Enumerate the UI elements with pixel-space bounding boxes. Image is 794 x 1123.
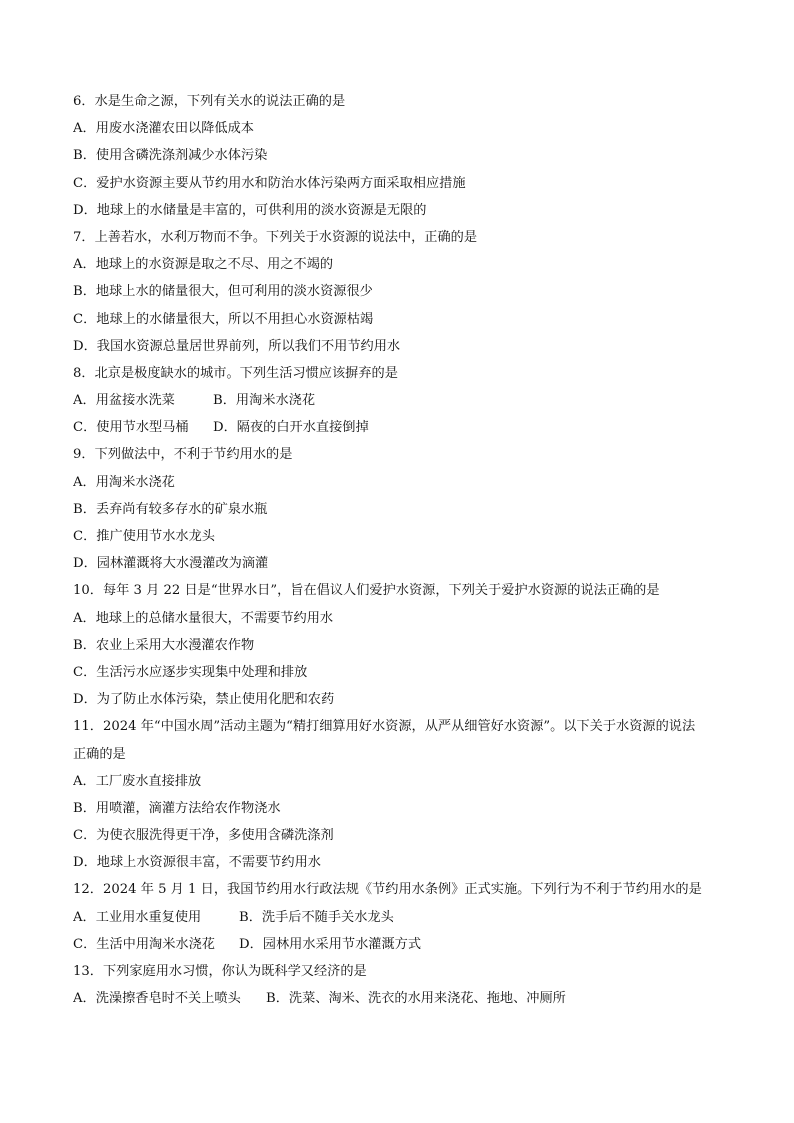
question-8-options-row-2 [73, 418, 733, 445]
question-13-option-a: A．洗澡擦香皂时不关上喷头 [73, 991, 241, 1007]
question-7-option-a: A．地球上的水资源是取之不尽、用之不竭的 [73, 257, 334, 273]
question-12-options-row-2 [73, 935, 733, 962]
question-12-option-d: D．园林用水采用节水灌溉方式 [239, 936, 422, 952]
question-9-option-b: B．丢弃尚有较多存水的矿泉水瓶 [73, 501, 268, 517]
question-12-option-c: C．生活中用淘米水浇花 [73, 936, 215, 952]
question-6-option-d: D．地球上的水储量是丰富的，可供利用的淡水资源是无限的 [73, 202, 427, 218]
question-13-stem: 13．下列家庭用水习惯，你认为既科学又经济的是 [73, 964, 367, 979]
question-12-option-b: B．洗手后不随手关水龙头 [239, 909, 394, 925]
question-6-option-a: A．用废水浇灌农田以降低成本 [73, 121, 254, 137]
question-6-option-c: C．爱护水资源主要从节约用水和防治水体污染两方面采取相应措施 [73, 175, 466, 191]
question-12-option-a: A．工业用水重复使用 [73, 909, 202, 925]
question-9-option-a: A．用淘米水浇花 [73, 474, 175, 490]
question-6-stem: 6．水是生命之源，下列有关水的说法正确的是 [73, 94, 346, 109]
question-12-options-row-1 [73, 908, 733, 935]
question-8-option-c: C．使用节水型马桶 [73, 420, 189, 436]
question-8-option-b: B．用淘米水浇花 [213, 393, 316, 409]
question-10-stem: 10．每年 3 月 22 日是“世界水日”，旨在倡议人们爱护水资源，下列关于爱护水资源的说法正确的是 [73, 583, 660, 599]
question-list [73, 92, 733, 1016]
question-8-option-d: D．隔夜的白开水直接倒掉 [213, 420, 369, 436]
question-7-stem: 7．上善若水，水利万物而不争。下列关于水资源的说法中，正确的是 [73, 229, 478, 245]
question-7-option-d: D．我国水资源总量居世界前列，所以我们不用节约用水 [73, 338, 401, 354]
question-10-option-c: C．生活污水应逐步实现集中处理和排放 [73, 664, 308, 680]
question-11-option-d: D．地球上水资源很丰富，不需要节约用水 [73, 855, 321, 871]
question-9-stem: 9．下列做法中，不利于节约用水的是 [73, 447, 293, 463]
question-11-option-c: C．为使衣服洗得更干净，多使用含磷洗涤剂 [73, 828, 334, 844]
question-8-options-row-1 [73, 391, 733, 418]
question-12-stem: 12．2024 年 5 月 1 日，我国节约用水行政法规《节约用水条例》正式实施。下列行为不利于节约用水的是 [73, 882, 702, 898]
question-9-option-d: D．园林灌溉将大水漫灌改为滴灌 [73, 556, 269, 572]
question-11-stem-line-1: 11．2024 年“中国水周”活动主题为“精打细算用好水资源，从严从细管好水资源”。以下关于水资源的说法 [73, 719, 696, 735]
question-10-option-b: B．农业上采用大水漫灌农作物 [73, 637, 255, 653]
question-10-option-a: A．地球上的总储水量很大，不需要节约用水 [73, 610, 334, 626]
question-7-option-c: C．地球上的水储量很大，所以不用担心水资源枯竭 [73, 311, 374, 327]
question-9-option-c: C．推广使用节水水龙头 [73, 529, 215, 544]
question-6-option-b: B．使用含磷洗涤剂减少水体污染 [73, 148, 268, 164]
question-8-option-a: A．用盆接水洗菜 [73, 393, 175, 409]
question-11-option-a: A．工厂废水直接排放 [73, 773, 202, 789]
question-13-option-b: B．洗菜、淘米、洗衣的水用来浇花、拖地、冲厕所 [266, 991, 566, 1007]
question-11-option-b: B．用喷灌，滴灌方法给农作物浇水 [73, 800, 281, 816]
question-10-option-d: D．为了防止水体污染，禁止使用化肥和农药 [73, 692, 335, 708]
question-11-stem-line-2: 正确的是 [73, 746, 126, 762]
question-8-stem: 8．北京是极度缺水的城市。下列生活习惯应该摒弃的是 [73, 365, 398, 381]
question-7-option-b: B．地球上水的储量很大，但可利用的淡水资源很少 [73, 284, 373, 300]
question-13-options-row-1 [73, 989, 733, 1016]
